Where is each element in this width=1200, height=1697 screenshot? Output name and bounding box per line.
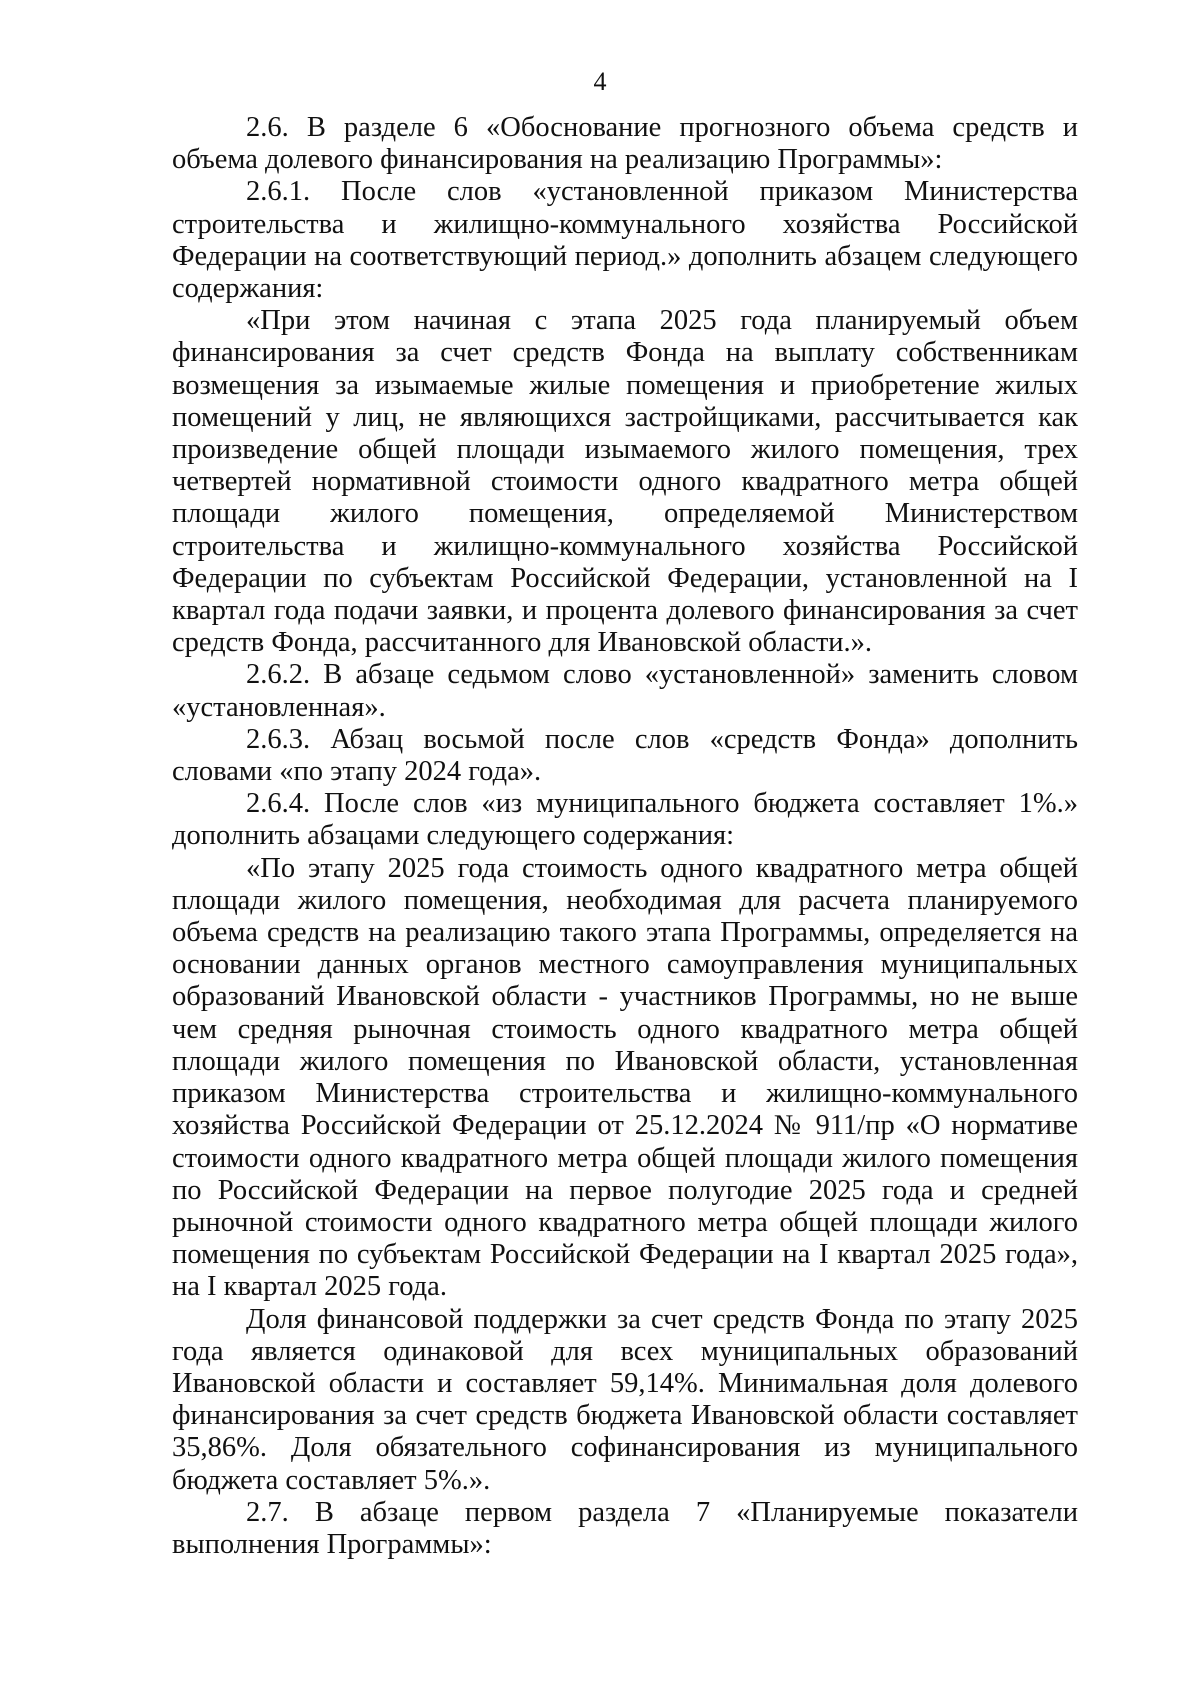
paragraph-2-6-4-insert-shares: Доля финансовой поддержки за счет средств Фонда по этапу 2025 года является одинаковой для всех муниципальных образований Ивановской области и составляет 59,14%. Минимальная доля долевого финансирования за счет средств бюджета Ивановской области составляет 35,86%. Доля обязательного софинансирования из муниципального бюджета составляет 5%.».	[172, 1303, 1078, 1496]
document-body	[172, 112, 1078, 1561]
paragraph-2-6-3: 2.6.3. Абзац восьмой после слов «средств Фонда» дополнить словами «по этапу 2024 года».	[172, 723, 1078, 788]
paragraph-2-6-1: 2.6.1. После слов «установленной приказом Министерства строительства и жилищно-коммунального хозяйства Российской Федерации на соответствующий период.» дополнить абзацем следующего содержания:	[172, 176, 1078, 305]
paragraph-2-6: 2.6. В разделе 6 «Обоснование прогнозного объема средств и объема долевого финансирования на реализацию Программы»:	[172, 112, 1078, 176]
page-number: 4	[593, 67, 607, 96]
paragraph-2-6-2: 2.6.2. В абзаце седьмом слово «установленной» заменить словом «установленная».	[172, 659, 1078, 723]
paragraph-2-7: 2.7. В абзаце первом раздела 7 «Планируемые показатели выполнения Программы»:	[172, 1496, 1078, 1560]
paragraph-2-6-1-insert: «При этом начиная с этапа 2025 года планируемый объем финансирования за счет средств Фонда на выплату собственникам возмещения за изымаемые жилые помещения и приобретение жилых помещений у лиц, не являющихся застройщиками, рассчитывается как произведение общей площади изымаемого жилого помещения, трех четвертей нормативной стоимости одного квадратного метра общей площади жилого помещения, определяемой Министерством строительства и жилищно-коммунального хозяйства Российской Федерации по субъектам Российской Федерации, установленной на I квартал года подачи заявки, и процента долевого финансирования за счет средств Фонда, рассчитанного для Ивановской области.».	[172, 305, 1078, 659]
paragraph-2-6-4: 2.6.4. После слов «из муниципального бюджета составляет 1%.» дополнить абзацами следующего содержания:	[172, 788, 1078, 852]
paragraph-2-6-4-insert-cost: «По этапу 2025 года стоимость одного квадратного метра общей площади жилого помещения, необходимая для расчета планируемого объема средств на реализацию такого этапа Программы, определяется на основании данных органов местного самоуправления муниципальных образований Ивановской области - участников Программы, но не выше чем средняя рыночная стоимость одного квадратного метра общей площади жилого помещения по Ивановской области, установленная приказом Министерства строительства и жилищно-коммунального хозяйства Российской Федерации от 25.12.2024 № 911/пр «О нормативе стоимости одного квадратного метра общей площади жилого помещения по Российской Федерации на первое полугодие 2025 года и средней рыночной стоимости одного квадратного метра общей площади жилого помещения по субъектам Российской Федерации на I квартал 2025 года», на I квартал 2025 года.	[172, 852, 1078, 1303]
